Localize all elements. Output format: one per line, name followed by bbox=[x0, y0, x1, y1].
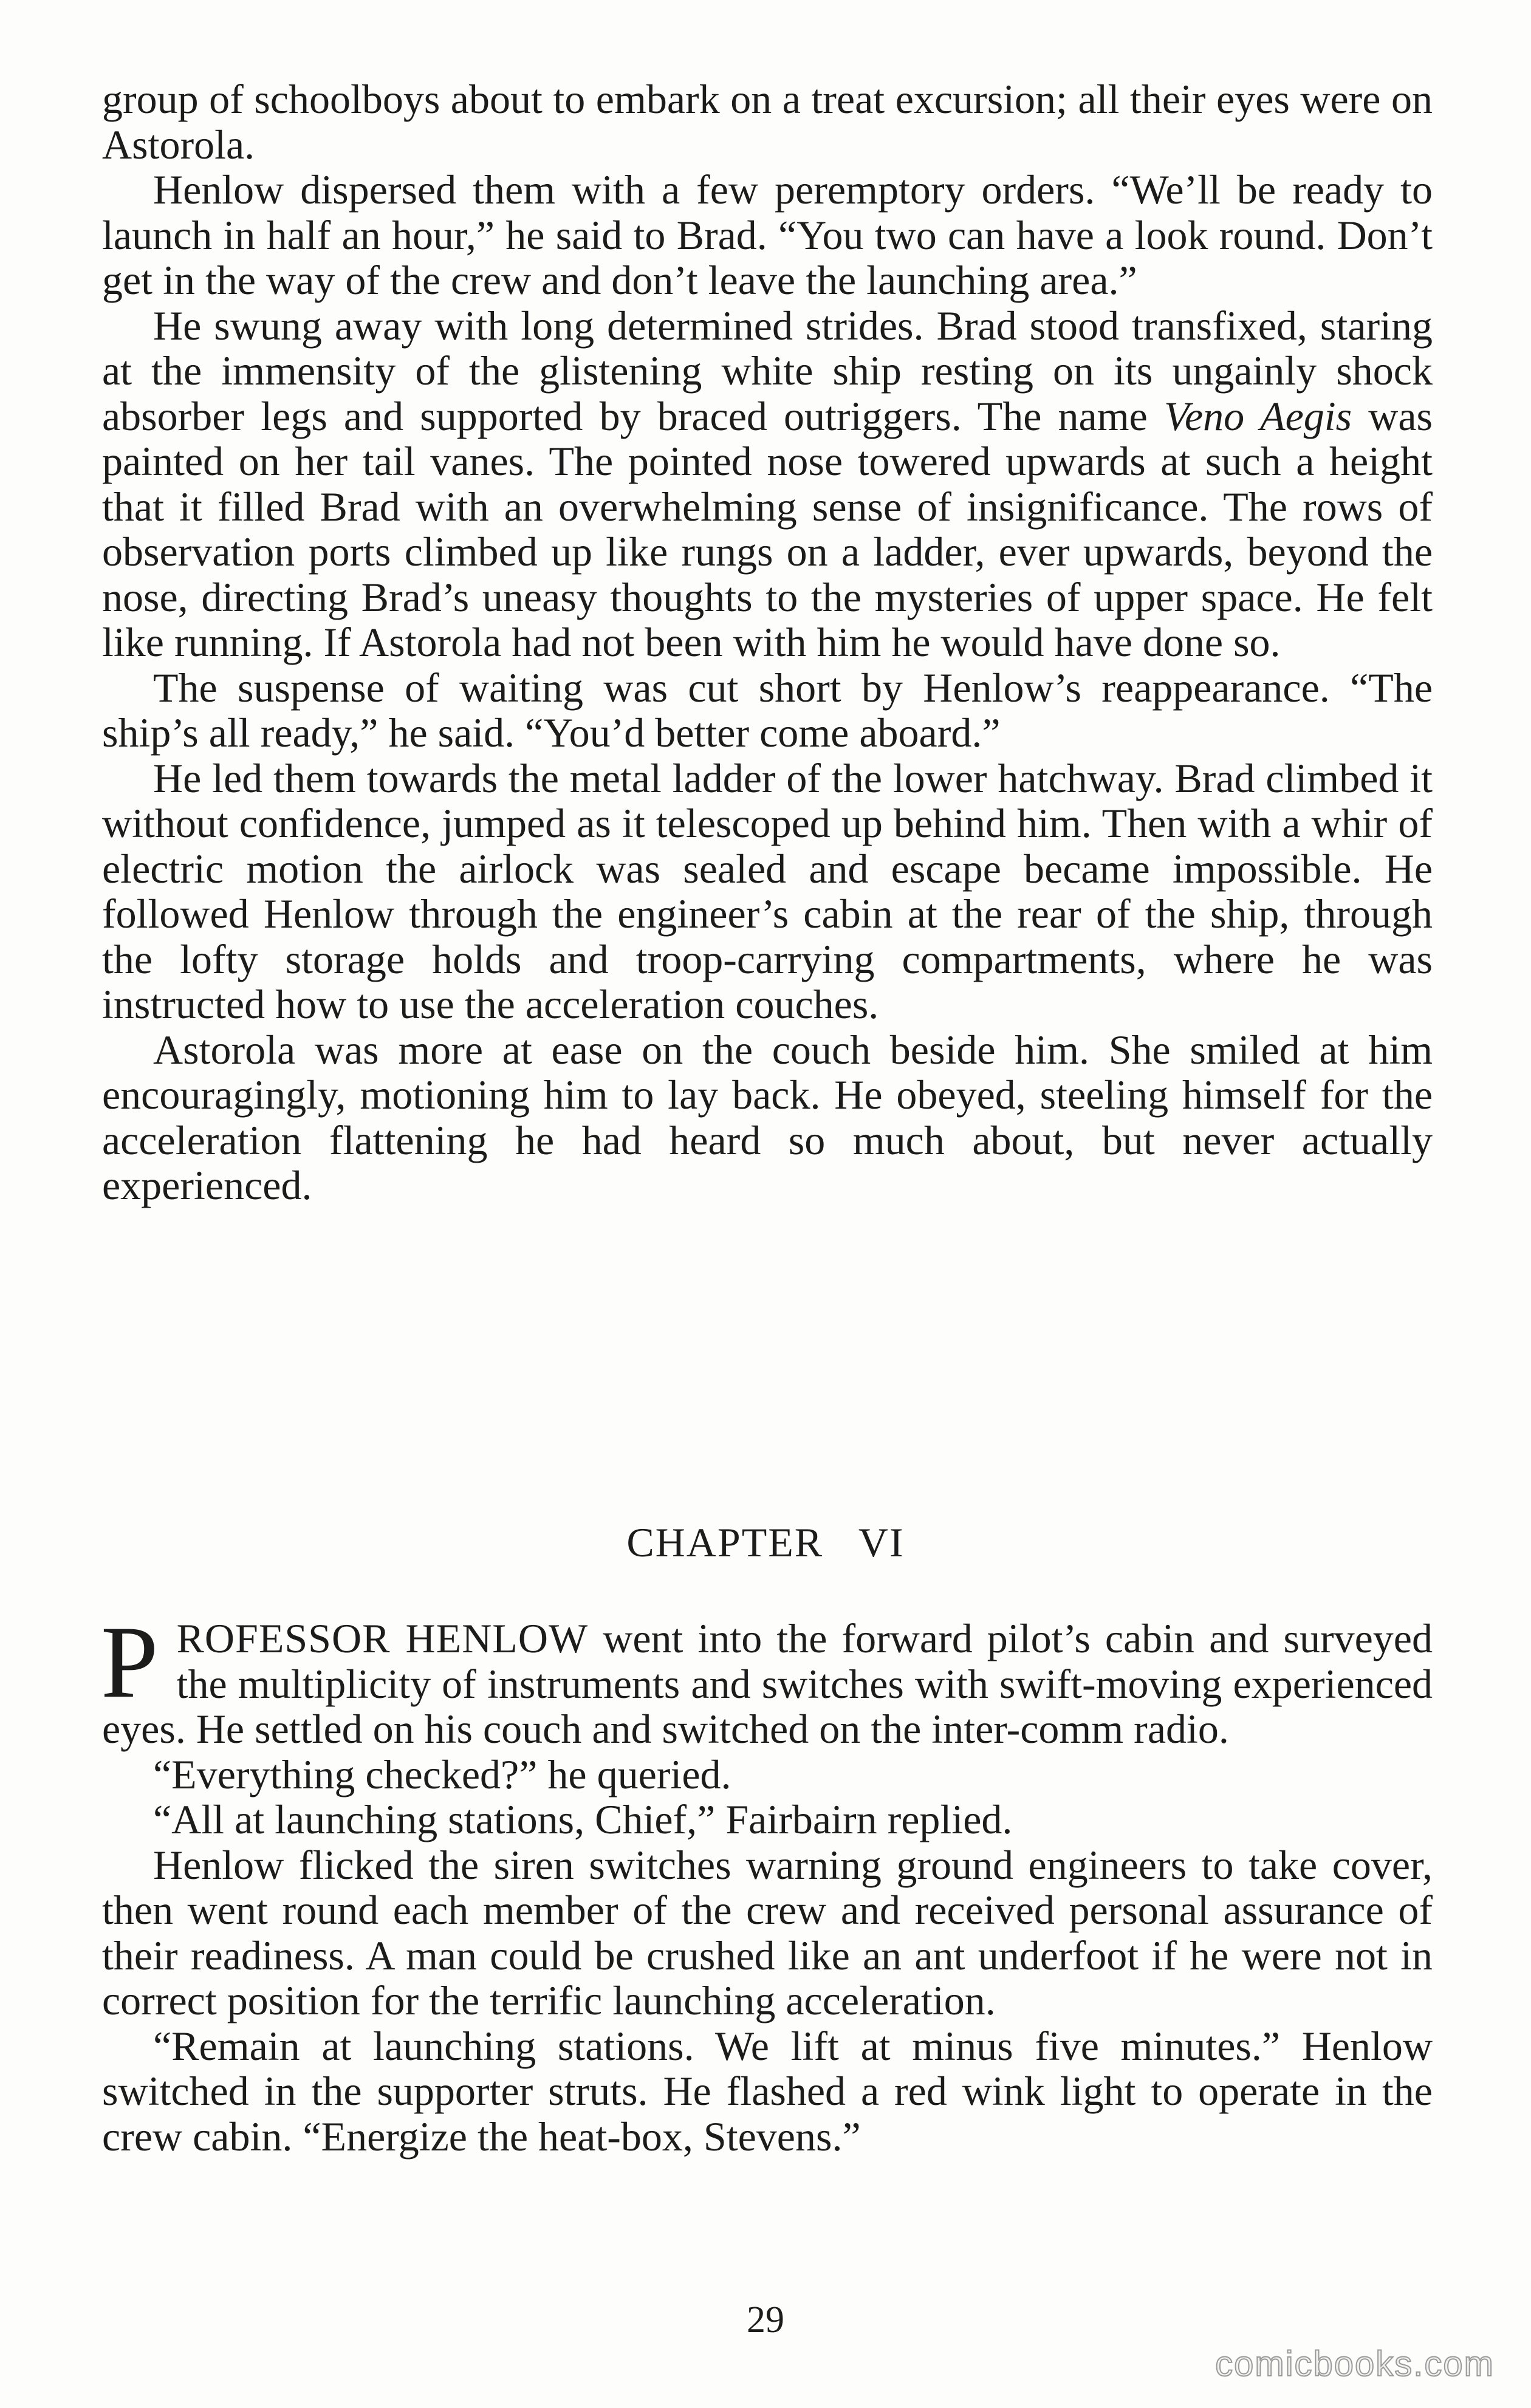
paragraph-text: He swung away with long determined strides. Brad stood transfixed, staring at the immensity of the glistening white ship resting on its ungainly shock absorber legs and supported by braced outriggers. The name bbox=[102, 302, 1433, 439]
drop-cap: P bbox=[101, 1605, 159, 1719]
paragraph: group of schoolboys about to embark on a treat excursion; all their eyes were on Astorola. bbox=[102, 76, 1433, 168]
paragraph: Henlow flicked the siren switches warning ground engineers to take cover, then went round each member of the crew and received personal assurance of their readiness. A man could be crushed like an ant underfoot if he were not in correct position for the terrific launching acceleration. bbox=[102, 1841, 1433, 2023]
paragraph bbox=[102, 303, 1433, 665]
watermark: comicbooks.com bbox=[1215, 2344, 1495, 2384]
small-caps-lead: ROFESSOR HENLOW bbox=[176, 1615, 589, 1661]
paragraph: “Everything checked?” he queried. bbox=[153, 1751, 731, 1797]
body-text-top bbox=[102, 77, 1433, 1208]
chapter-heading: CHAPTER VI bbox=[626, 1519, 905, 1565]
paragraph: Astorola was more at ease on the couch beside him. She smiled at him encouragingly, motioning him to lay back. He obeyed, steeling himself for the acceleration flattening he had heard so much about, but never actually experienced. bbox=[102, 1026, 1433, 1208]
paragraph: He led them towards the metal ladder of the lower hatchway. Brad climbed it without confidence, jumped as it telescoped up behind him. Then with a whir of electric motion the airlock was sealed and escape became impossible. He followed Henlow through the engineer’s cabin at the rear of the ship, through the lofty storage holds and troop-carrying compartments, where he was instructed how to use the acceleration couches. bbox=[102, 754, 1433, 1027]
paragraph: The suspense of waiting was cut short by Henlow’s reappearance. “The ship’s all ready,” he said. “You’d better come aboard.” bbox=[102, 664, 1433, 756]
page-number: 29 bbox=[747, 2299, 784, 2341]
ship-name: Veno Aegis bbox=[1163, 392, 1352, 439]
paragraph: Henlow dispersed them with a few peremptory orders. “We’ll be ready to launch in half an hour,” he said to Brad. “You two can have a look round. Don’t get in the way of the crew and don’t leave the launching area.” bbox=[102, 166, 1433, 303]
paragraph-text: was painted on her tail vanes. The pointed nose towered upwards at such a height that it filled Brad with an overwhelming sense of insignificance. The rows of observation ports climbed up like rungs on a ladder, ever upwards, beyond the nose, directing Brad’s uneasy thoughts to the mysteries of upper space. He felt like running. If Astorola had not been with him he would have done so. bbox=[102, 392, 1433, 665]
body-text-chapter bbox=[101, 1605, 1433, 2160]
paragraph: “Remain at launching stations. We lift at minus five minutes.” Henlow switched in the supporter struts. He flashed a red wink light to operate in the crew cabin. “Energize the heat-box, Stevens.” bbox=[102, 2022, 1433, 2160]
paragraph-text: went into the forward pilot’s cabin and surveyed the multiplicity of instruments and switches with swift-moving experienced eyes. He settled on his couch and switched on the inter-comm radio. bbox=[102, 1615, 1433, 1752]
paragraph: “All at launching stations, Chief,” Fairbairn replied. bbox=[153, 1796, 1013, 1842]
opening-paragraph bbox=[101, 1605, 1433, 1752]
